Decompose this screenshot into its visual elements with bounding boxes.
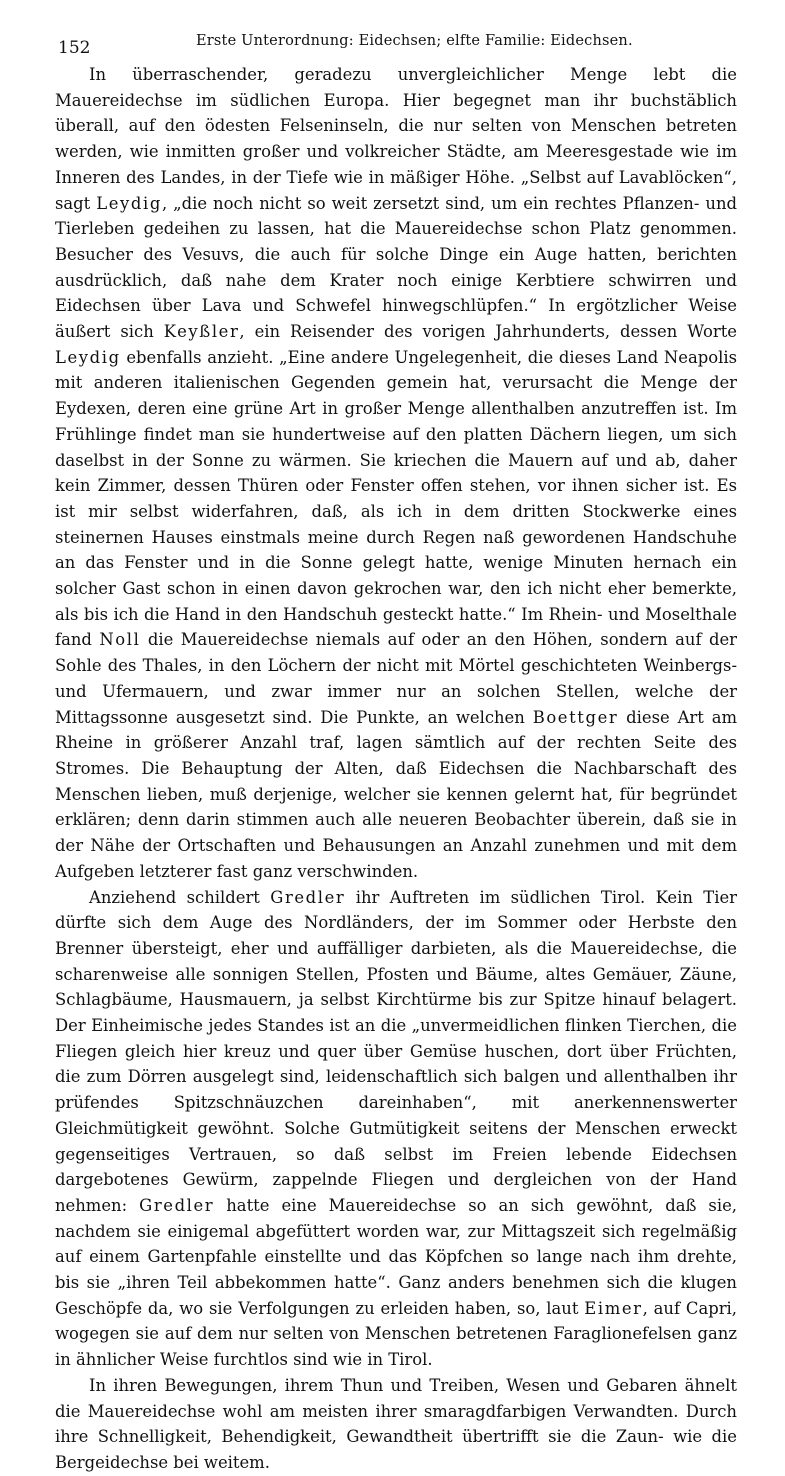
text-run: diese Art am Rheine in größerer Anzahl traf, lagen sämtlich auf der rechten Seite des Stromes. Die Behauptung der Alten, daß Eidechsen die Nachbarschaft des Menschen lieben, muß derjenige, welcher sie kennen gelernt hat, für begründet erklären; denn darin stimmen auch alle neueren Beobachter überein, daß sie in der Nähe der Ortschaften und Behausungen an Anzahl zunehmen und mit dem Aufgeben letzterer fast ganz verschwinden.	[55, 707, 738, 881]
page-header	[58, 30, 745, 56]
author-name: Leydig	[96, 193, 162, 213]
author-name: Keyßler	[163, 322, 240, 342]
text-run: In ihren Bewegungen, ihrem Thun und Treiben, Wesen und Gebaren ähnelt die Mauereidechse wohl am meisten ihrer smaragdfarbigen Verwandten. Durch ihre Schnelligkeit, Behendigkeit, Gewandtheit übertrifft sie die Zaun- wie die Bergeidechse bei weitem.	[55, 1375, 737, 1472]
paragraph-2	[55, 885, 737, 1373]
author-name: Gredler	[139, 1195, 215, 1215]
text-run: Anziehend schildert	[89, 887, 271, 907]
author-name: Eimer	[584, 1298, 643, 1318]
paragraph-3	[55, 1373, 737, 1476]
author-name: Boettger	[532, 707, 619, 727]
author-name: Gredler	[270, 887, 346, 907]
page-number: 152	[58, 38, 91, 58]
body-text	[55, 62, 737, 1476]
paragraph-1	[55, 62, 737, 885]
author-name: Leydig	[55, 347, 121, 367]
text-run: , ein Reisender des vorigen Jahrhunderts, dessen Worte	[239, 322, 737, 342]
text-run: , auf Capri, wogegen sie auf dem nur selten von Menschen betretenen Faraglionefelsen ganz in ähnlicher Weise furchtlos sind wie in Tirol.	[55, 1298, 737, 1370]
author-name: Noll	[99, 630, 141, 650]
text-run: die Mauereidechse niemals auf oder an den Höhen, sondern auf der Sohle des Thales, in den Löchern der nicht mit Mörtel geschichteten Weinbergs- und Ufermauern, und zwar immer nur an solchen Stellen, welche der Mittagssonne ausgesetzt sind. Die Punkte, an welchen	[55, 630, 737, 727]
text-run: , „die noch nicht so weit zersetzt sind, um ein rechtes Pflanzen- und Tierleben gedeihen zu lassen, hat die Mauereidechse schon Platz genommen. Besucher des Vesuvs, die auch für solche Dinge ein Auge hatten, berichten ausdrücklich, daß nahe dem Krater noch einige Kerbtiere schwirren und Eidechsen über Lava und Schwefel hinwegschlüpfen.“ In ergötzlicher Weise äußert sich	[55, 193, 737, 342]
text-run: ihr Auftreten im südlichen Tirol. Kein Tier dürfte sich dem Auge des Nordländers, der im Sommer oder Herbste den Brenner übersteigt, eher und auffälliger darbieten, als die Mauereidechse, die scharenweise alle sonnigen Stellen, Pfosten und Bäume, altes Gemäuer, Zäune, Schlagbäume, Hausmauern, ja selbst Kirchtürme bis zur Spitze hinauf belagert. Der Einheimische jedes Standes ist an die „unvermeidlichen flinken Tierchen, die Fliegen gleich hier kreuz und quer über Gemüse huschen, dort über Früchten, die zum Dörren ausgelegt sind, leidenschaftlich sich balgen und allenthalben ihr prüfendes Spitzschnäuzchen dareinhaben“, mit anerkennenswerter Gleichmütigkeit gewöhnt. Solche Gutmütigkeit seitens der Menschen erweckt gegenseitiges Vertrauen, so daß selbst im Freien lebende Eidechsen dargebotenes Gewürm, zappelnde Fliegen und dergleichen von der Hand nehmen:	[55, 887, 737, 1215]
running-head: Erste Unterordnung: Eidechsen; elfte Familie: Eidechsen.	[196, 33, 633, 49]
text-run: In überraschender, geradezu unvergleichlicher Menge lebt die Mauereidechse im südlichen Europa. Hier begegnet man ihr buchstäblich überall, auf den ödesten Felseninseln, die nur selten von Menschen betreten werden, wie inmitten großer und volkreicher Städte, am Meeresgestade wie im Inneren des Landes, in der Tiefe wie in mäßiger Höhe. „Selbst auf Lavablöcken“, sagt	[55, 65, 737, 213]
text-run: hatte eine Mauereidechse so an sich gewöhnt, daß sie, nachdem sie einigemal abgefüttert worden war, zur Mittagszeit sich regelmäßig auf einem Gartenpfahle einstellte und das Köpfchen so lange nach ihm drehte, bis sie „ihren Teil abbekommen hatte“. Ganz anders benehmen sich die klugen Geschöpfe da, wo sie Verfolgungen zu erleiden haben, so, laut	[55, 1195, 738, 1318]
text-run: ebenfalls anzieht. „Eine andere Ungelegenheit, die dieses Land Neapolis mit anderen italienischen Gegenden gemein hat, verursacht die Menge der Eydexen, deren eine grüne Art in großer Menge allenthalben anzutreffen ist. Im Frühlinge findet man sie hundertweise auf den platten Dächern liegen, um sich daselbst in der Sonne zu wärmen. Sie kriechen die Mauern auf und ab, daher kein Zimmer, dessen Thüren oder Fenster offen stehen, vor ihnen sicher ist. Es ist mir selbst widerfahren, daß, als ich in dem dritten Stockwerke eines steinernen Hauses einstmals meine durch Regen naß gewordenen Handschuhe an das Fenster und in die Sonne gelegt hatte, wenige Minuten hernach ein solcher Gast schon in einen davon gekrochen war, den ich nicht eher bemerkte, als bis ich die Hand in den Handschuh gesteckt hatte.“ Im Rhein- und Moselthale fand	[55, 347, 737, 650]
